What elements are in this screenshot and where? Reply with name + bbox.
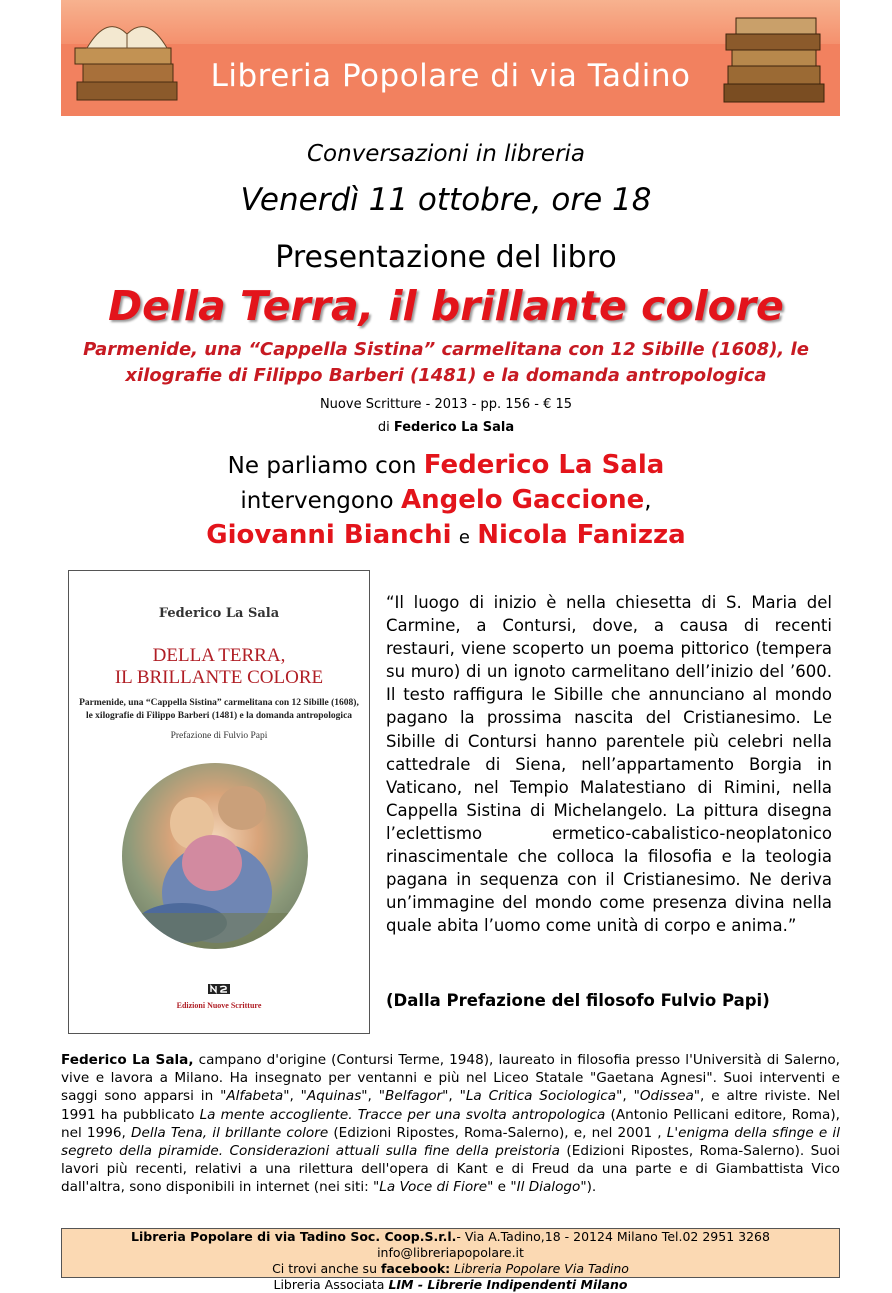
book-title-ref: L'enigma della sfinge e il segreto della piramide. Considerazioni attuali sulla fine della preistoria xyxy=(61,1124,840,1160)
cover-subtitle xyxy=(79,697,359,723)
footer-row-3 xyxy=(62,1277,839,1293)
talk-line-1-prefix: Ne parliamo con xyxy=(227,453,417,479)
book-title-ref: Della Tena, il brillante colore xyxy=(131,1124,329,1141)
talk-line-2-prefix: intervengono xyxy=(240,488,394,514)
talk-line-3 xyxy=(0,520,892,550)
bio-text: " e " xyxy=(487,1179,517,1196)
footer-assoc-name: LIM - Librerie Indipendenti Milano xyxy=(388,1277,628,1292)
banner-title: Libreria Popolare di via Tadino xyxy=(210,58,691,94)
bio-text: ", " xyxy=(283,1088,307,1105)
cover-title-line-2: IL BRILLANTE COLORE xyxy=(114,667,324,688)
magazine-title: Alfabeta xyxy=(226,1088,284,1105)
header-banner xyxy=(61,0,840,116)
guest-name-3: Nicola Fanizza xyxy=(477,520,686,550)
talk-line-2 xyxy=(0,485,892,515)
comma: , xyxy=(644,488,652,514)
bio-text: campano d'origine (Contursi Terme, 1948), laureato in filosofia presso l'Università di Salerno, vive e lavora a Milano. Ha insegnato per ventanni e più nel Liceo Statale "Gaetana Agnesi". Suoi interventi e saggi sono apparsi in " xyxy=(61,1052,840,1105)
publisher-info: Nuove Scritture - 2013 - pp. 156 - € 15 xyxy=(319,397,573,412)
cover-author: Federico La Sala xyxy=(158,606,280,621)
footer-address: - Via A.Tadino,18 - 20124 Milano Tel.02 2951 3268 xyxy=(456,1229,770,1244)
guest-name-1: Angelo Gaccione xyxy=(400,485,645,515)
book-subtitle: Parmenide, una “Cappella Sistina” carmelitana con 12 Sibille (1608), le xilografie di Filippo Barberi (1481) e la domanda antropologica xyxy=(83,339,809,386)
book-title-ref: La mente accogliente. Tracce per una svolta antropologica xyxy=(199,1106,606,1123)
footer-fb-label: facebook: xyxy=(380,1261,451,1276)
bio-text: ", e altre riviste. Nel 1991 ha pubblicato xyxy=(61,1088,840,1123)
footer-company: Libreria Popolare di via Tadino Soc. Coop.S.r.l. xyxy=(131,1229,457,1244)
bio-text: (Edizioni Ripostes, Roma-Salerno), e, nel 2001 , xyxy=(328,1124,667,1141)
speaker-name: Federico La Sala xyxy=(423,450,665,480)
presentation-heading: Presentazione del libro xyxy=(275,240,617,275)
event-series: Conversazioni in libreria xyxy=(306,141,586,167)
footer-row-1 xyxy=(62,1229,839,1261)
painting-illustration xyxy=(122,763,308,949)
footer-email-link[interactable]: info@libreriapopolare.it xyxy=(377,1245,524,1260)
books-illustration-right xyxy=(714,4,834,110)
magazine-title: Odissea xyxy=(639,1088,694,1105)
magazine-title: Aquinas xyxy=(306,1088,362,1105)
bio-text: ", " xyxy=(442,1088,466,1105)
cover-painting-image xyxy=(122,763,308,949)
event-date: Venerdì 11 ottobre, ore 18 xyxy=(240,182,652,218)
cover-subtitle-line-2: le xilografie di Filippo Barberi (1481) e la domanda antropologica xyxy=(85,711,353,721)
bio-text: "). xyxy=(580,1179,597,1196)
books-illustration-left xyxy=(67,4,187,110)
footer-assoc-prefix: Libreria Associata xyxy=(273,1277,389,1292)
quote-source: (Dalla Prefazione del filosofo Fulvio Papi) xyxy=(386,991,770,1010)
book-title: Della Terra, il brillante colore xyxy=(108,282,784,330)
cover-publisher: Edizioni Nuove Scritture xyxy=(176,1001,262,1010)
bio-text: ", " xyxy=(616,1088,640,1105)
byline-author: Federico La Sala xyxy=(393,420,515,435)
bio-text: ", " xyxy=(361,1088,385,1105)
cover-subtitle-line-1: Parmenide, una “Cappella Sistina” carmelitana con 12 Sibille (1608), xyxy=(79,698,359,708)
bio-text: (Edizioni Ripostes, Roma-Salerno). Suoi lavori più recenti, relativi a una rilettura dell'opera di Kant e di Freud da una parte e di Giambattista Vico dall'altra, sono disponibili in internet (nei siti: " xyxy=(61,1143,840,1196)
footer-row-2 xyxy=(62,1261,839,1277)
guest-name-2: Giovanni Bianchi xyxy=(206,520,452,550)
footer-fb-prefix: Ci trovi anche su xyxy=(272,1261,381,1276)
author-bio xyxy=(61,1051,840,1197)
footer-fb-page[interactable]: Libreria Popolare Via Tadino xyxy=(450,1261,629,1276)
talk-line-1 xyxy=(0,450,892,480)
publisher-logo-icon xyxy=(208,984,230,994)
byline-prefix: di xyxy=(377,420,390,435)
byline xyxy=(0,420,892,435)
website-name: La Voce di Fiore xyxy=(379,1179,488,1196)
website-name: Il Dialogo xyxy=(516,1179,581,1196)
cover-title-line-1: DELLA TERRA, xyxy=(152,645,286,666)
cover-title xyxy=(69,645,369,689)
footer-box xyxy=(61,1228,840,1292)
preface-quote: “Il luogo di inizio è nella chiesetta di S. Maria del Carmine, a Contursi, dove, a causa di recenti restauri, viene scoperto un poema pittorico (tempera su muro) di un ignoto carmelitano dell’inizio del ’600. Il testo raffigura le Sibille che annunciano al mondo pagano la prossima nascita del Cristianesimo. Le Sibille di Contursi hanno parentele più celebri nella cattedrale di Siena, nell’appartamento Borgia in Vaticano, nel Tempio Malatestiano di Rimini, nella Cappella Sistina di Michelangelo. La pittura disegna l’eclettismo ermetico-cabalistico-neoplatonico rinascimentale che colloca la filosofia e la teologia pagana in sequenza con il Cristianesimo. Ne deriva un’immagine del mondo come presenza divina nella quale abita l’uomo come unità di corpo e anima.” xyxy=(386,593,832,936)
conjunction: e xyxy=(458,527,470,548)
cover-preface: Prefazione di Fulvio Papi xyxy=(170,731,268,741)
book-cover xyxy=(68,570,370,1034)
magazine-title: Belfagor xyxy=(385,1088,443,1105)
bio-name: Federico La Sala, xyxy=(61,1052,194,1068)
magazine-title: La Critica Sociologica xyxy=(465,1088,617,1105)
bio-text: (Antonio Pellicani editore, Roma), nel 1996, xyxy=(61,1106,841,1141)
